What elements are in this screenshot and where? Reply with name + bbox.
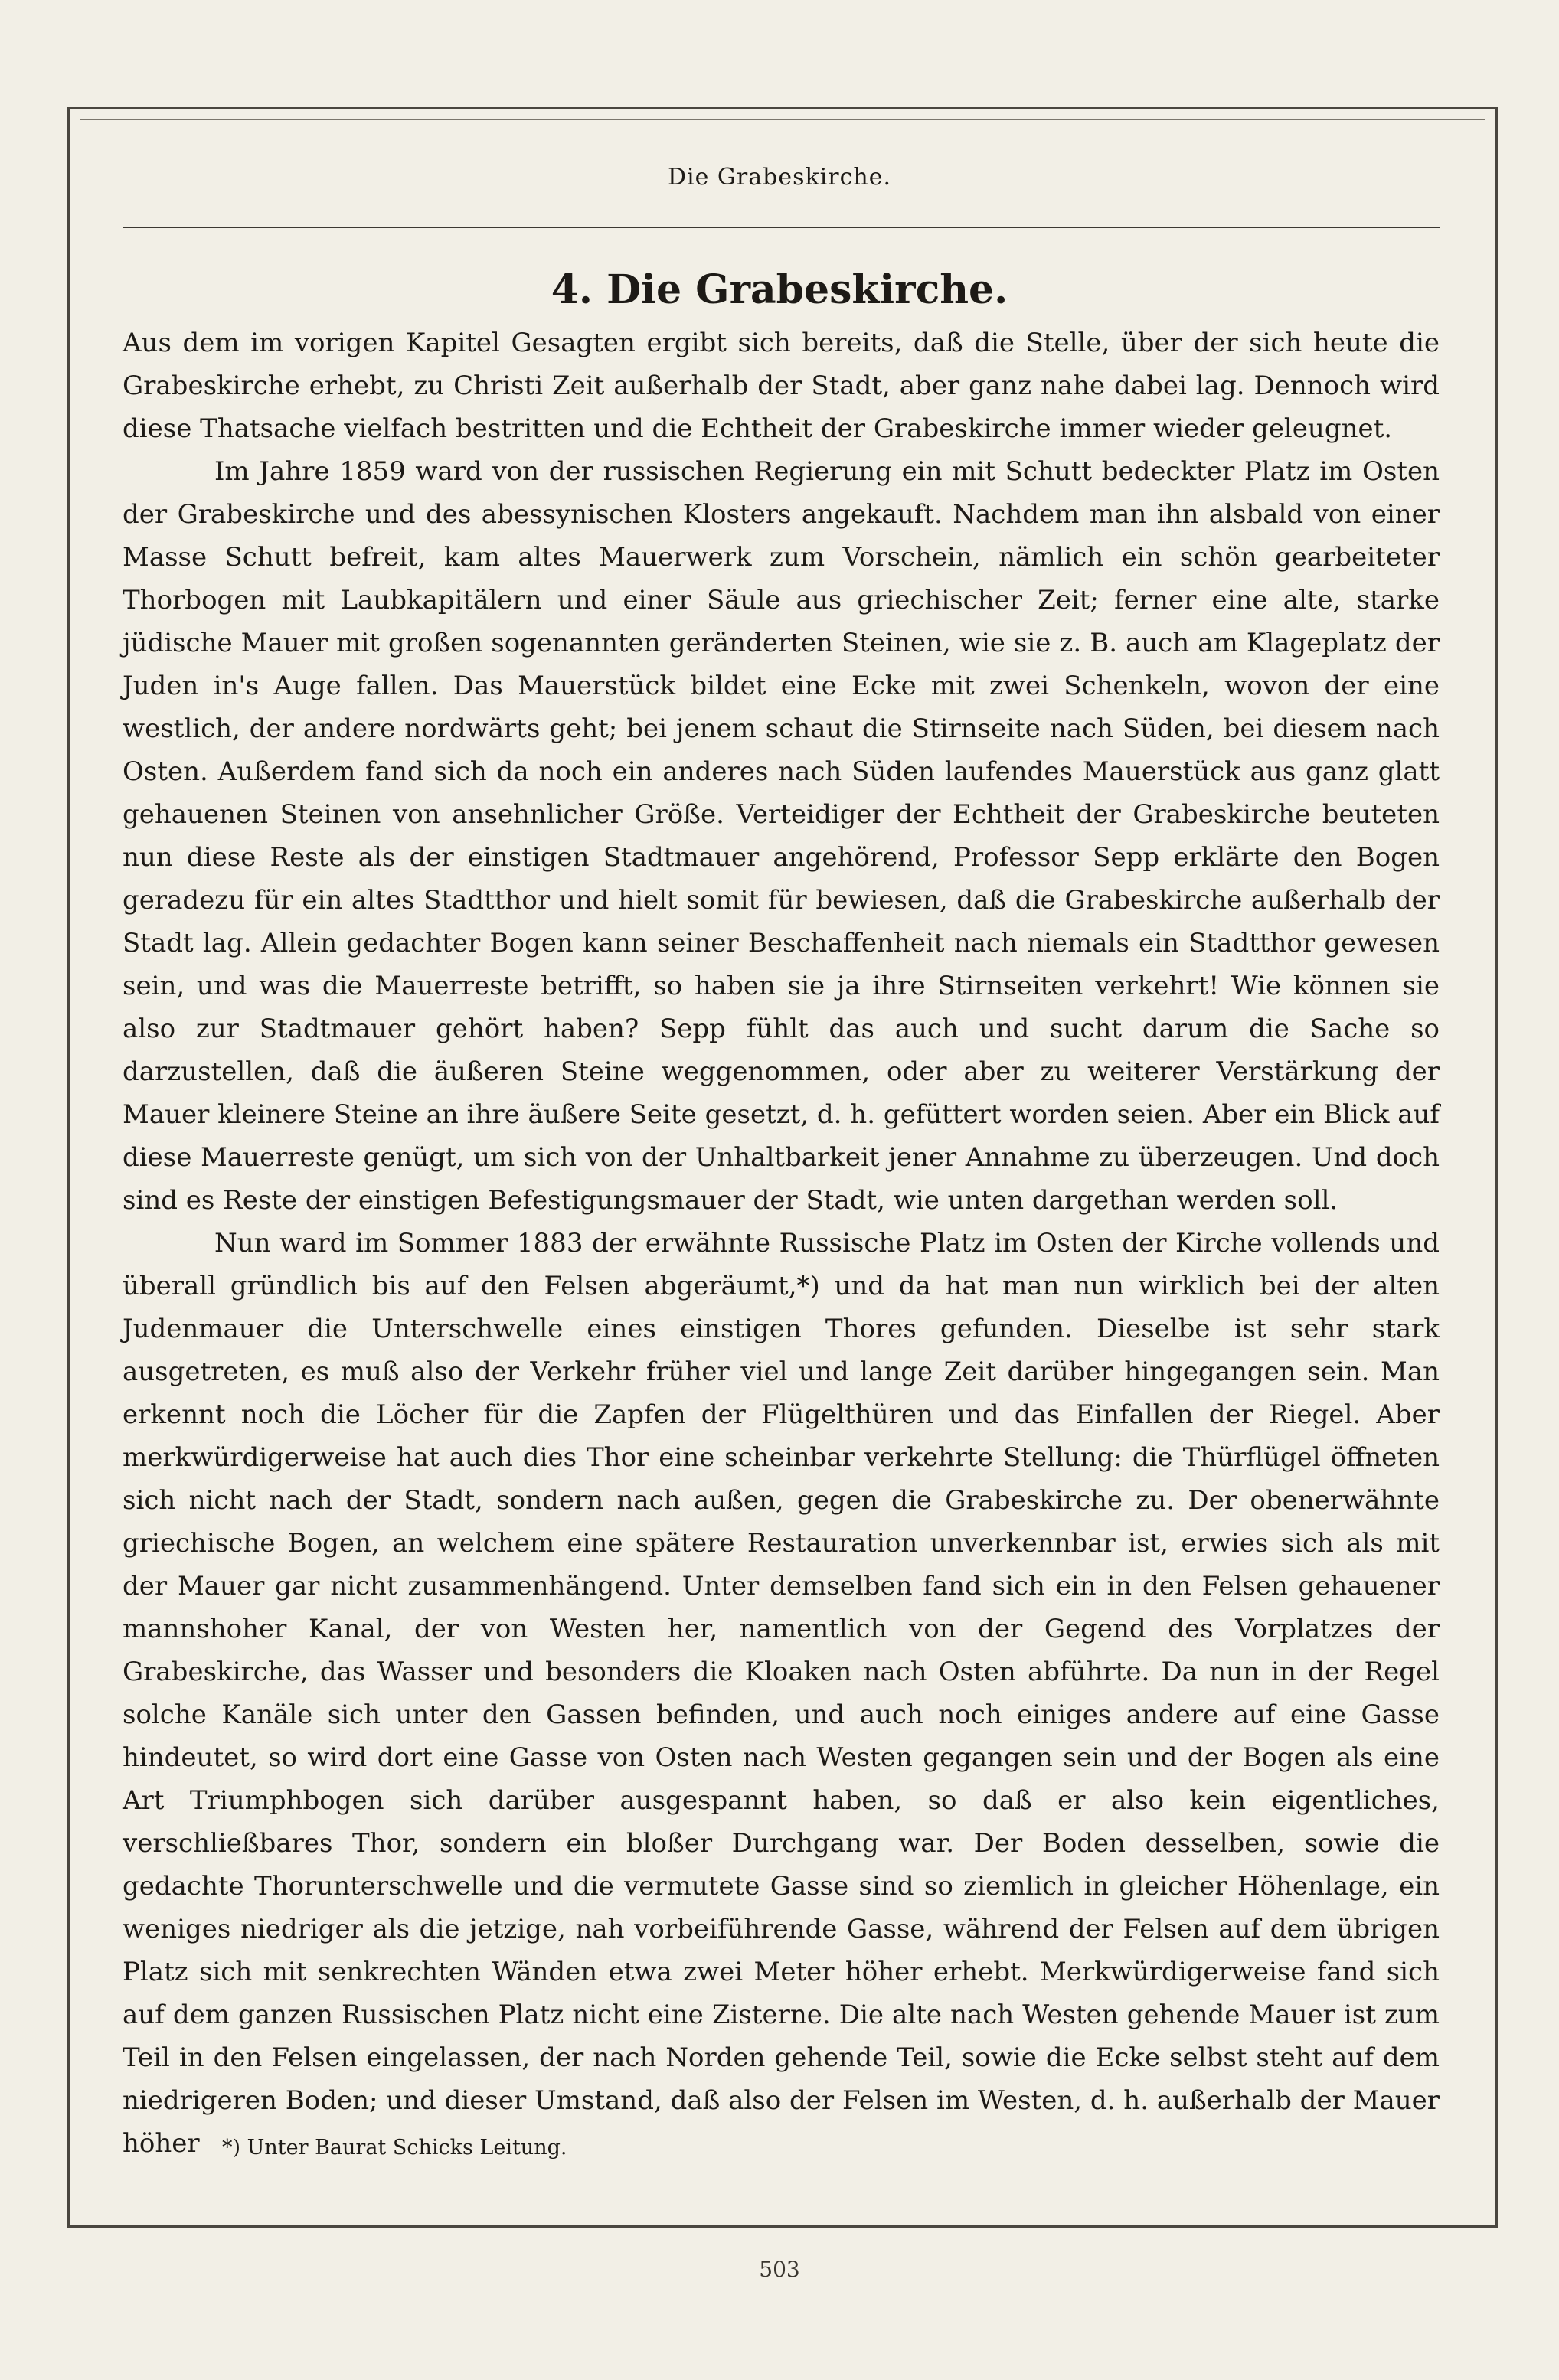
paragraph-1: Aus dem im vorigen Kapitel Gesagten ergibt sich bereits, daß die Stelle, über der sich heute die Grabeskirche erhebt, zu Christi Zeit außerhalb der Stadt, aber ganz nahe dabei lag. Dennoch wird diese Thatsache vielfach bestritten und die Echtheit der Grabeskirche immer wieder geleugnet. (123, 328, 1440, 444)
paragraph-3: Nun ward im Sommer 1883 der erwähnte Russische Platz im Osten der Kirche vollends und überall gründlich bis auf den Felsen abgeräumt,*) und da hat man nun wirklich bei der alten Judenmauer die Unterschwelle eines einstigen Thores gefunden. Dieselbe ist sehr stark ausgetreten, es muß also der Verkehr früher viel und lange Zeit darüber hingegangen sein. Man erkennt noch die Löcher für die Zapfen der Flügelthüren und das Einfallen der Riegel. Aber merkwürdigerweise hat auch dies Thor eine scheinbar verkehrte Stellung: die Thürflügel öffneten sich nicht nach der Stadt, sondern nach außen, gegen die Grabeskirche zu. Der obenerwähnte griechische Bogen, an welchem eine spätere Restauration unverkennbar ist, erwies sich als mit der Mauer gar nicht zusammenhängend. Unter demselben fand sich ein in den Felsen gehauener mannshoher Kanal, der von Westen her, namentlich von der Gegend des Vorplatzes der Grabeskirche, das Wasser und besonders die Kloaken nach Osten abführte. Da nun in der Regel solche Kanäle sich unter den Gassen befinden, und auch noch einiges andere auf eine Gasse hindeutet, so wird dort eine Gasse von Osten nach Westen gegangen sein und der Bogen als eine Art Triumphbogen sich darüber ausgespannt haben, so daß er also kein eigentliches, verschließbares Thor, sondern ein bloßer Durchgang war. Der Boden desselben, sowie die gedachte Thorunterschwelle und die vermutete Gasse sind so ziemlich in gleicher Höhenlage, ein weniges niedriger als die jetzige, nah vorbeiführende Gasse, während der Felsen auf dem übrigen Platz sich mit senkrechten Wänden etwa zwei Meter höher erhebt. Merkwürdigerweise fand sich auf dem ganzen Russischen Platz nicht eine Zisterne. Die alte nach Westen gehende Mauer ist zum Teil in den Felsen eingelassen, der nach Norden gehende Teil, sowie die Ecke selbst steht auf dem niedrigeren Boden; und dieser Umstand, daß also der Felsen im Westen, d. h. außerhalb der Mauer höher (123, 1228, 1440, 2159)
header-rule (123, 227, 1440, 228)
footnote: *) Unter Baurat Schicks Leitung. (222, 2136, 567, 2160)
body-text (123, 322, 1440, 2165)
running-head: Die Grabeskirche. (667, 164, 891, 191)
paragraph-2: Im Jahre 1859 ward von der russischen Regierung ein mit Schutt bedeckter Platz im Osten der Grabeskirche und des abessynischen Klosters angekauft. Nachdem man ihn alsbald von einer Masse Schutt befreit, kam altes Mauerwerk zum Vorschein, nämlich ein schön gearbeiteter Thorbogen mit Laubkapitälern und einer Säule aus griechischer Zeit; ferner eine alte, starke jüdische Mauer mit großen sogenannten geränderten Steinen, wie sie z. B. auch am Klageplatz der Juden in's Auge fallen. Das Mauerstück bildet eine Ecke mit zwei Schenkeln, wovon der eine westlich, der andere nordwärts geht; bei jenem schaut die Stirnseite nach Süden, bei diesem nach Osten. Außerdem fand sich da noch ein anderes nach Süden laufendes Mauerstück aus ganz glatt gehauenen Steinen von ansehnlicher Größe. Verteidiger der Echtheit der Grabeskirche beuteten nun diese Reste als der einstigen Stadtmauer angehörend, Professor Sepp erklärte den Bogen geradezu für ein altes Stadtthor und hielt somit für bewiesen, daß die Grabeskirche außerhalb der Stadt lag. Allein gedachter Bogen kann seiner Beschaffenheit nach niemals ein Stadtthor gewesen sein, und was die Mauerreste betrifft, so haben sie ja ihre Stirnseiten verkehrt! Wie können sie also zur Stadtmauer gehört haben? Sepp fühlt das auch und sucht darum die Sache so darzustellen, daß die äußeren Steine weggenommen, oder aber zu weiterer Verstärkung der Mauer kleinere Steine an ihre äußere Seite gesetzt, d. h. gefüttert worden seien. Aber ein Blick auf diese Mauerreste genügt, um sich von der Unhaltbarkeit jener Annahme zu überzeugen. Und doch sind es Reste der einstigen Befestigungsmauer der Stadt, wie unten dargethan werden soll. (123, 456, 1440, 1216)
chapter-title: 4. Die Grabeskirche. (551, 266, 1008, 313)
page-number: 503 (759, 2257, 800, 2282)
